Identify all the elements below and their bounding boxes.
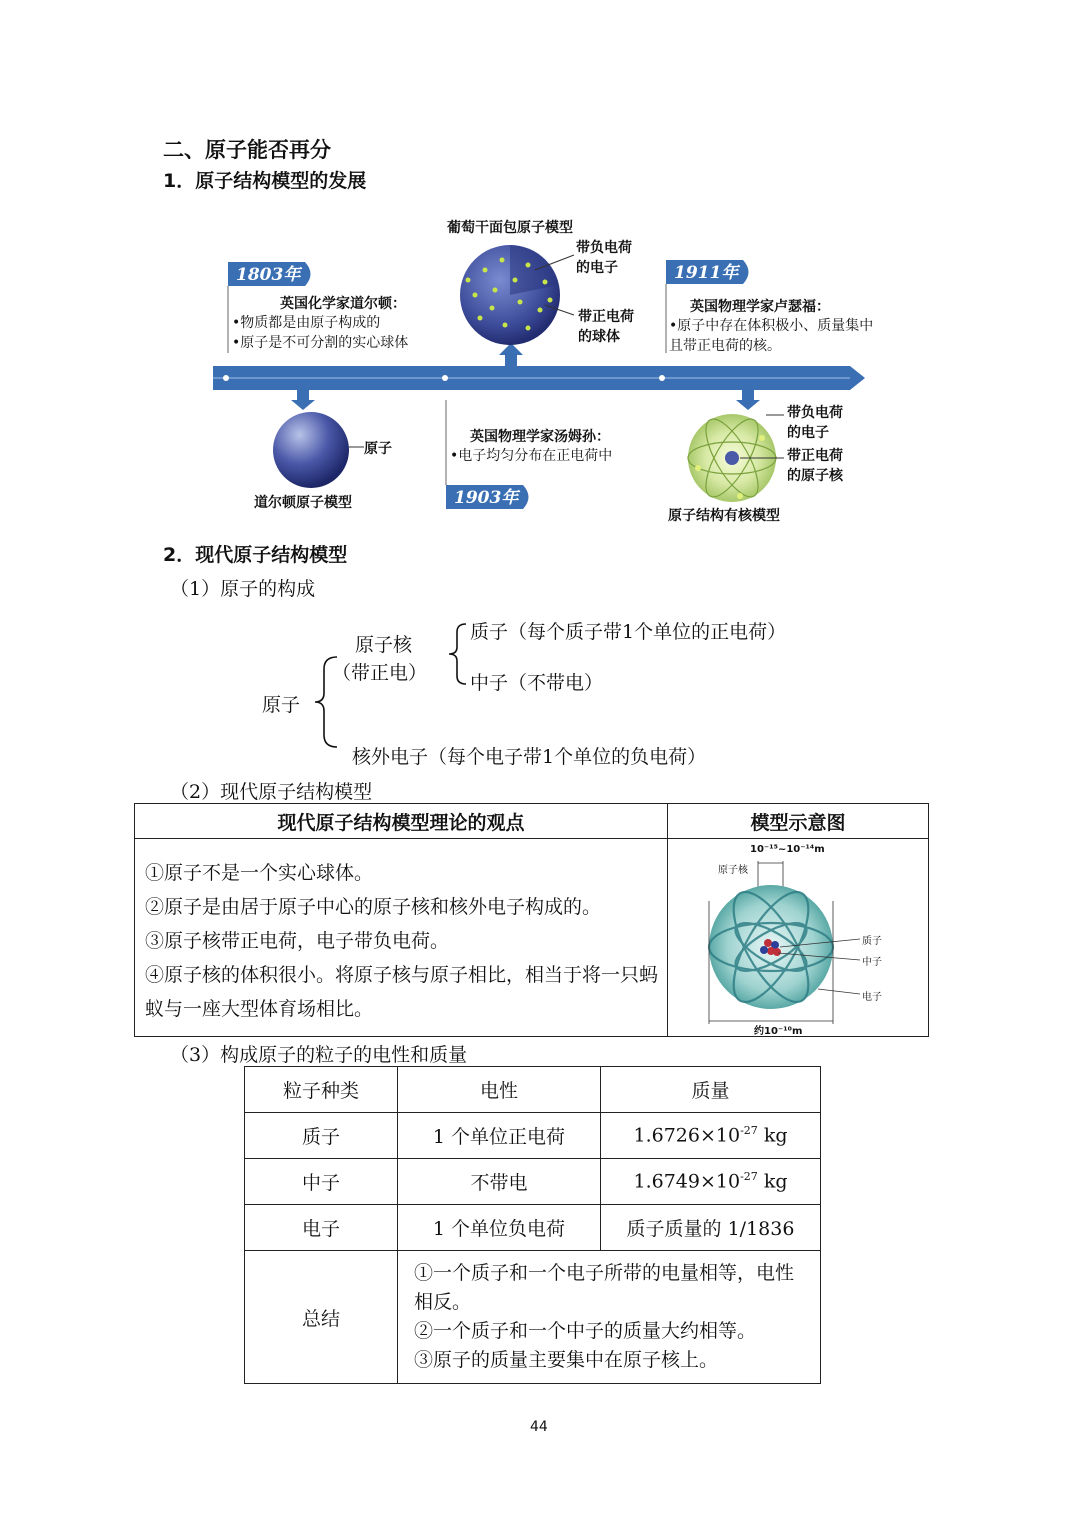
dalton-point-1: •物质都是由原子构成的 — [232, 315, 381, 331]
composition-heading: （1）原子的构成 — [170, 578, 316, 600]
nuclear-electron-label: 带负电荷 的电子 — [787, 405, 843, 441]
nucleus-label: 原子核 — [355, 634, 413, 656]
thomson-point: •电子均匀分布在正电荷中 — [450, 448, 613, 464]
proton-desc: 质子（每个质子带1个单位的正电荷） — [470, 621, 787, 643]
diagram-nucleus-label: 原子核 — [718, 865, 748, 876]
page-number: 44 — [530, 1419, 548, 1435]
particle-name: 质子 — [245, 1113, 398, 1159]
dalton-scientist: 英国化学家道尔顿： — [280, 296, 406, 312]
part2-title: 2．现代原子结构模型 — [163, 544, 348, 566]
particle-name: 中子 — [245, 1159, 398, 1205]
atom-size-label: 约10⁻¹⁰m — [754, 1026, 803, 1037]
diagram-neutron-label: 中子 — [862, 957, 882, 968]
summary-point-1: ①一个质子和一个电子所带的电量相等，电性相反。 — [414, 1262, 795, 1313]
diagram-proton-label: 质子 — [862, 936, 882, 947]
modern-model-heading: （2）现代原子结构模型 — [170, 781, 373, 803]
particle-name: 电子 — [245, 1205, 398, 1251]
particles-header-type: 粒子种类 — [245, 1067, 398, 1113]
summary-label: 总结 — [245, 1251, 398, 1384]
plum-model-title: 葡萄干面包原子模型 — [447, 220, 573, 236]
timeline-figure — [210, 210, 880, 530]
atom-label: 原子 — [262, 694, 301, 716]
particle-charge: 不带电 — [398, 1159, 601, 1205]
rutherford-scientist: 英国物理学家卢瑟福： — [690, 299, 830, 315]
particles-header-mass: 质量 — [601, 1067, 821, 1113]
dalton-sphere — [273, 412, 349, 488]
particle-mass: $1.6726\times 10^{-27}$ kg — [601, 1113, 821, 1159]
nucleus-size-label: 10⁻¹⁵~10⁻¹⁴m — [750, 844, 825, 855]
view-point-3: ③原子核带正电荷，电子带负电荷。 — [145, 930, 450, 952]
plum-sphere-label: 带正电荷 的球体 — [578, 309, 634, 345]
electron-desc: 核外电子（每个电子带1个单位的负电荷） — [352, 746, 707, 768]
year-1911: 1911年 — [674, 263, 739, 283]
view-point-4: ④原子核的体积很小。将原子核与原子相比，相当于将一只蚂蚁与一座大型体育场相比。 — [145, 964, 659, 1020]
dalton-point-2: •原子是不可分割的实心球体 — [232, 335, 409, 351]
modern-diagram-cell — [668, 839, 929, 1037]
summary-point-2: ②一个质子和一个中子的质量大约相等。 — [414, 1320, 757, 1342]
modern-table-header-views: 现代原子结构模型理论的观点 — [135, 804, 668, 839]
particle-mass: $1.6749\times 10^{-27}$ kg — [601, 1159, 821, 1205]
particle-charge: 1 个单位正电荷 — [398, 1113, 601, 1159]
modern-table-header-diagram: 模型示意图 — [668, 804, 929, 839]
nuclear-nucleus-label: 带正电荷 的原子核 — [787, 448, 843, 484]
particle-charge: 1 个单位负电荷 — [398, 1205, 601, 1251]
section-title: 二、原子能否再分 — [163, 138, 331, 162]
dalton-model-title: 道尔顿原子模型 — [254, 495, 352, 511]
view-point-2: ②原子是由居于原子中心的原子核和核外电子构成的。 — [145, 896, 602, 918]
modern-model-table — [134, 803, 929, 1037]
view-point-1: ①原子不是一个实心球体。 — [145, 862, 374, 884]
summary-cell — [398, 1251, 821, 1384]
nucleus-charge: （带正电） — [332, 662, 428, 684]
particle-mass: 质子质量的 1/1836 — [601, 1205, 821, 1251]
nucleus-brace — [446, 622, 470, 686]
particles-heading: （3）构成原子的粒子的电性和质量 — [170, 1044, 468, 1066]
plum-electron-label: 带负电荷 的电子 — [576, 240, 632, 276]
particles-table — [244, 1066, 821, 1384]
modern-views-cell — [135, 839, 668, 1037]
rutherford-point: •原子中存在体积极小、质量集中且带正电荷的核。 — [669, 318, 874, 354]
year-1903: 1903年 — [454, 488, 519, 508]
nuclear-model-title: 原子结构有核模型 — [668, 508, 780, 524]
thomson-scientist: 英国物理学家汤姆孙： — [470, 429, 610, 445]
year-1803: 1803年 — [236, 265, 301, 285]
summary-point-3: ③原子的质量主要集中在原子核上。 — [414, 1349, 719, 1371]
part1-title: 1．原子结构模型的发展 — [163, 170, 367, 192]
neutron-desc: 中子（不带电） — [470, 672, 604, 694]
particles-header-charge: 电性 — [398, 1067, 601, 1113]
dalton-atom-label: 原子 — [364, 441, 392, 457]
timeline-graphics — [210, 210, 880, 530]
diagram-electron-label: 电子 — [862, 992, 882, 1003]
atom-diagram — [668, 839, 928, 1036]
